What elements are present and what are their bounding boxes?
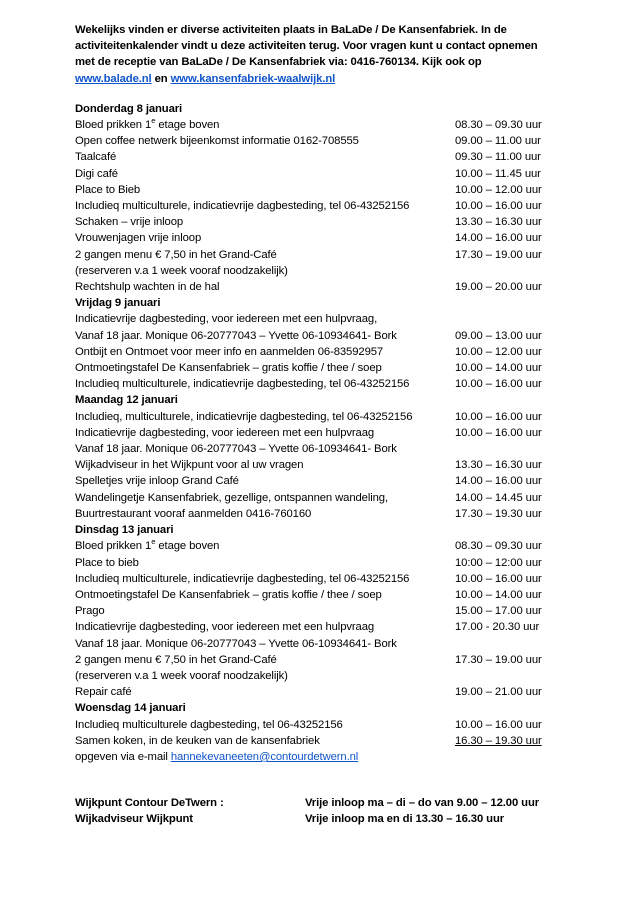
activity-time: 14.00 – 16.00 uur — [455, 475, 542, 488]
activity-time: 17.30 – 19.00 uur — [455, 248, 542, 261]
activity-time: 17.30 – 19.30 uur — [455, 507, 542, 520]
activity-row — [75, 684, 565, 700]
activity-time: 10.00 – 16.00 uur — [455, 378, 542, 391]
footer-label: Wijkadviseur Wijkpunt — [75, 813, 193, 826]
activity-row — [75, 376, 565, 392]
activity-row — [75, 360, 565, 376]
ordinal-superscript: e — [151, 116, 156, 126]
activity-row — [75, 279, 565, 295]
activity-row — [75, 263, 565, 279]
intro-line-3: met de receptie van BaLaDe / De Kansenfabriek via: 0416-760134. Kijk ook op — [75, 56, 482, 69]
activity-row — [75, 182, 565, 198]
activity-description: Indicatievrije dagbesteding, voor iedereen met een hulpvraag — [75, 426, 375, 439]
activity-description: Rechtshulp wachten in de hal — [75, 281, 220, 294]
activity-description: Includieq multiculturele, indicatievrije dagbesteding, tel 06-43252156 — [75, 378, 410, 391]
activity-row — [75, 652, 565, 668]
activity-time: 19.00 – 21.00 uur — [455, 686, 542, 699]
activity-row — [75, 230, 565, 246]
intro-spacer — [75, 87, 565, 101]
activity-time: 19.00 – 20.00 uur — [455, 281, 542, 294]
footer-value: Vrije inloop ma en di 13.30 – 16.30 uur — [305, 813, 505, 826]
activity-description: Includieq multiculturele dagbesteding, tel 06-43252156 — [75, 718, 343, 731]
activity-row — [75, 619, 565, 635]
website-link-kansenfabriek[interactable]: www.kansenfabriek-waalwijk.nl — [170, 72, 336, 85]
activity-row — [75, 636, 565, 652]
activity-description: Includieq multiculturele, indicatievrije dagbesteding, tel 06-43252156 — [75, 200, 410, 213]
day-heading-row — [75, 700, 565, 716]
activity-row — [75, 457, 565, 473]
activity-row — [75, 311, 565, 327]
intro-conjunction: en — [151, 72, 171, 85]
activity-row — [75, 538, 565, 554]
activity-row — [75, 603, 565, 619]
day-heading-label: Woensdag 14 januari — [75, 702, 186, 715]
activity-row — [75, 490, 565, 506]
activity-description: Indicatievrije dagbesteding, voor iedereen met een hulpvraag — [75, 621, 375, 634]
activity-time: 15.00 – 17.00 uur — [455, 605, 542, 618]
activity-time: 10:00 – 12:00 uur — [455, 556, 542, 569]
footer-spacer — [75, 765, 565, 795]
activity-description-prefix: Bloed prikken 1 — [75, 119, 152, 132]
activity-row — [75, 247, 565, 263]
activity-row — [75, 328, 565, 344]
activity-description: (reserveren v.a 1 week vooraf noodzakelijk) — [75, 264, 288, 277]
intro-paragraph — [75, 22, 567, 87]
activity-row — [75, 166, 565, 182]
activity-description: 2 gangen menu € 7,50 in het Grand-Café — [75, 248, 277, 261]
activity-description-suffix: etage boven — [155, 119, 220, 132]
activity-row — [75, 214, 565, 230]
activity-description: 2 gangen menu € 7,50 in het Grand-Café — [75, 653, 277, 666]
website-link-balade[interactable]: www.balade.nl — [75, 72, 152, 85]
day-heading-row — [75, 101, 565, 117]
activity-time: 14.00 – 16.00 uur — [455, 232, 542, 245]
intro-line-1: Wekelijks vinden er diverse activiteiten plaats in BaLaDe / De Kansenfabriek. In de — [75, 24, 507, 36]
activity-description: Indicatievrije dagbesteding, voor iedereen met een hulpvraag, — [75, 313, 378, 326]
activity-description: Ontmoetingstafel De Kansenfabriek – gratis koffie / thee / soep — [75, 588, 382, 601]
signup-email-line — [75, 749, 565, 765]
activity-description: Open coffee netwerk bijeenkomst informatie 0162-708555 — [75, 135, 359, 148]
activity-row — [75, 441, 565, 457]
activity-description: Buurtrestaurant vooraf aanmelden 0416-760160 — [75, 507, 312, 520]
activity-row — [75, 506, 565, 522]
activity-description: Vanaf 18 jaar. Monique 06-20777043 – Yvette 06-10934641- Bork — [75, 443, 397, 456]
activity-row — [75, 149, 565, 165]
activity-description: Samen koken, in de keuken van de kansenfabriek — [75, 734, 320, 747]
day-heading-label: Maandag 12 januari — [75, 394, 178, 407]
footer-info-row — [75, 795, 565, 811]
activity-description: Vanaf 18 jaar. Monique 06-20777043 – Yvette 06-10934641- Bork — [75, 637, 397, 650]
activity-description: Place to bieb — [75, 556, 139, 569]
activity-time: 13.30 – 16.30 uur — [455, 216, 542, 229]
activity-description: Includieq multiculturele, indicatievrije dagbesteding, tel 06-43252156 — [75, 572, 410, 585]
activity-time: 10.00 – 16.00 uur — [455, 572, 542, 585]
day-heading-label: Vrijdag 9 januari — [75, 297, 161, 310]
activity-description: Repair café — [75, 686, 132, 699]
activity-description: Prago — [75, 605, 105, 618]
activity-description: Includieq, multiculturele, indicatievrije dagbesteding, tel 06-43252156 — [75, 410, 413, 423]
activity-description: Place to Bieb — [75, 183, 141, 196]
activity-time: 16.30 – 19.30 uur — [455, 734, 542, 747]
day-heading-row — [75, 392, 565, 408]
activity-time: 17.00 - 20.30 uur — [455, 621, 540, 634]
activity-row — [75, 117, 565, 133]
activity-row — [75, 409, 565, 425]
activity-time: 10.00 – 12.00 uur — [455, 183, 542, 196]
activity-description: Vanaf 18 jaar. Monique 06-20777043 – Yvette 06-10934641- Bork — [75, 329, 397, 342]
activity-time: 08.30 – 09.30 uur — [455, 540, 542, 553]
activity-time: 10.00 – 16.00 uur — [455, 718, 542, 731]
activity-description: Digi café — [75, 167, 118, 180]
activity-description: Ontbijt en Ontmoet voor meer info en aanmelden 06-83592957 — [75, 345, 384, 358]
intro-line-2: activiteitenkalender vindt u deze activiteiten terug. Voor vragen kunt u contact opnemen — [75, 40, 538, 53]
activity-description: Wandelingetje Kansenfabriek, gezellige, ontspannen wandeling, — [75, 491, 388, 504]
activity-time: 09.00 – 11.00 uur — [455, 135, 541, 148]
signup-email-link[interactable]: hannekevaneeten@contourdetwern.nl — [170, 750, 359, 763]
activity-row — [75, 133, 565, 149]
activity-time: 13.30 – 16.30 uur — [455, 459, 542, 472]
activity-time: 09.30 – 11.00 uur — [455, 151, 541, 164]
day-heading-row — [75, 522, 565, 538]
activity-time: 14.00 – 14.45 uur — [455, 491, 542, 504]
activity-row — [75, 668, 565, 684]
activity-description: Schaken – vrije inloop — [75, 216, 184, 229]
activity-row — [75, 555, 565, 571]
activity-time: 10.00 – 16.00 uur — [455, 200, 542, 213]
activity-description: Vrouwenjagen vrije inloop — [75, 232, 202, 245]
activity-description-prefix: Bloed prikken 1 — [75, 540, 152, 553]
activity-row — [75, 344, 565, 360]
day-heading-label: Dinsdag 13 januari — [75, 524, 174, 537]
activity-time: 10.00 – 11.45 uur — [455, 167, 541, 180]
footer-info-row — [75, 811, 565, 827]
activity-row — [75, 571, 565, 587]
activity-time: 10.00 – 16.00 uur — [455, 410, 542, 423]
activity-description: Wijkadviseur in het Wijkpunt voor al uw vragen — [75, 459, 304, 472]
activity-row — [75, 473, 565, 489]
activity-row — [75, 587, 565, 603]
activity-description — [75, 117, 455, 133]
activity-time: 10.00 – 16.00 uur — [455, 426, 542, 439]
schedule-list — [75, 101, 565, 749]
activity-time: 10.00 – 14.00 uur — [455, 362, 542, 375]
day-heading-row — [75, 295, 565, 311]
activity-row — [75, 717, 565, 733]
signup-email-prefix: opgeven via e-mail — [75, 750, 171, 763]
day-heading-label: Donderdag 8 januari — [75, 102, 183, 115]
activity-time: 10.00 – 12.00 uur — [455, 345, 542, 358]
activity-description — [75, 538, 455, 554]
ordinal-superscript: e — [151, 537, 156, 547]
activity-description: (reserveren v.a 1 week vooraf noodzakelijk) — [75, 669, 288, 682]
activity-time: 08.30 – 09.30 uur — [455, 119, 542, 132]
activity-row — [75, 733, 565, 749]
activity-time: 10.00 – 14.00 uur — [455, 588, 542, 601]
activity-time: 17.30 – 19.00 uur — [455, 653, 542, 666]
activity-row — [75, 425, 565, 441]
activity-description: Taalcafé — [75, 151, 117, 164]
activity-description: Spelletjes vrije inloop Grand Café — [75, 475, 239, 488]
activity-description: Ontmoetingstafel De Kansenfabriek – gratis koffie / thee / soep — [75, 362, 382, 375]
footer-block — [75, 795, 565, 827]
footer-value: Vrije inloop ma – di – do van 9.00 – 12.00 uur — [305, 797, 540, 810]
activity-row — [75, 198, 565, 214]
activity-time: 09.00 – 13.00 uur — [455, 329, 542, 342]
footer-label: Wijkpunt Contour DeTwern : — [75, 797, 224, 810]
activity-description-suffix: etage boven — [155, 540, 220, 553]
